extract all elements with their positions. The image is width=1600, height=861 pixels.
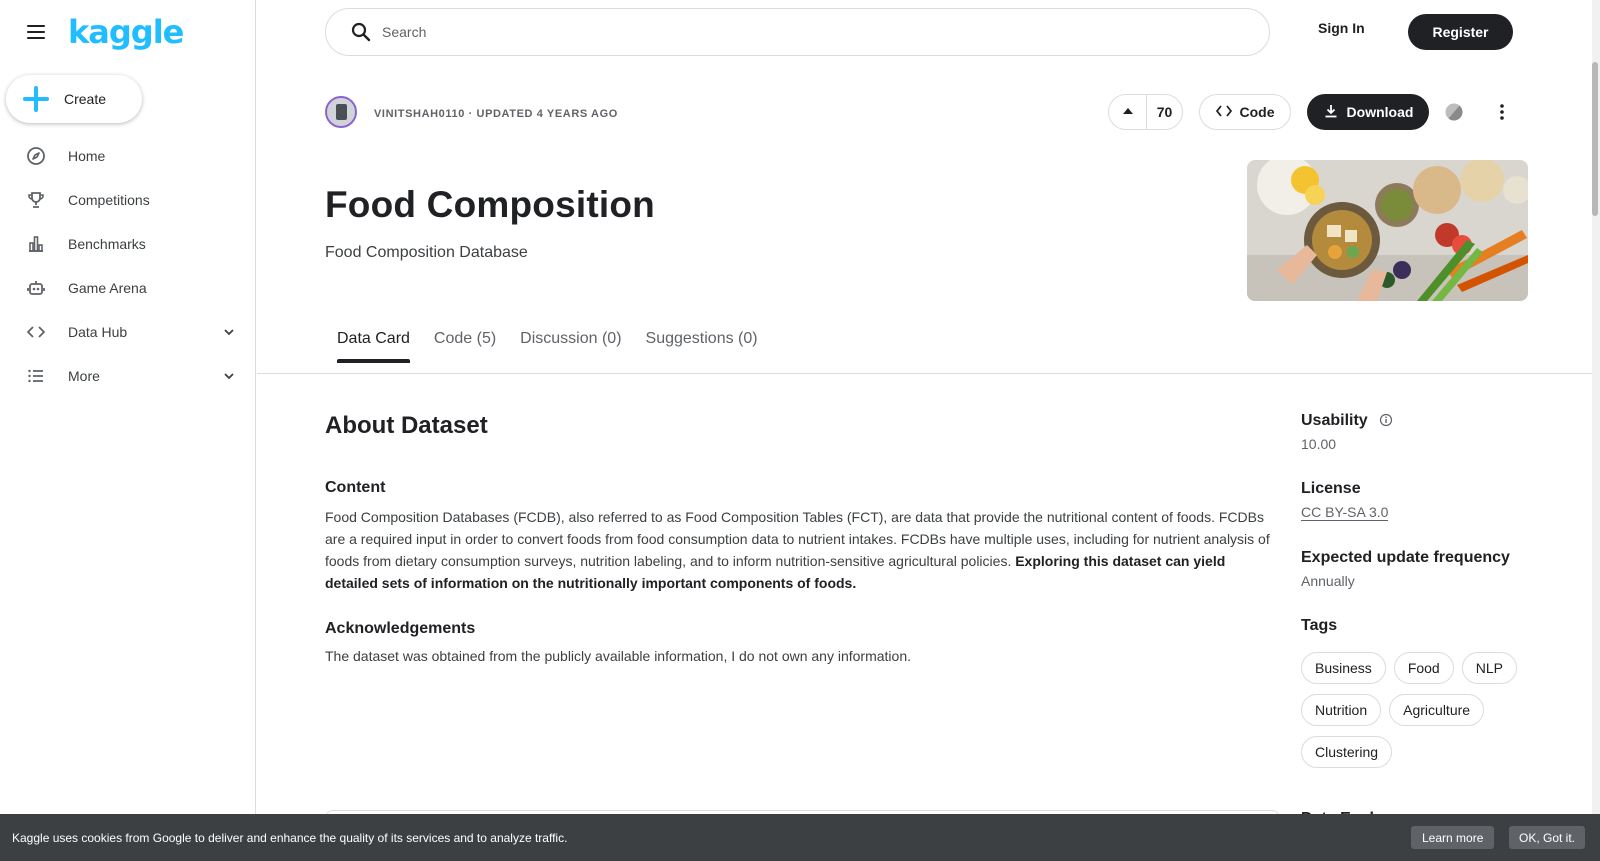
tab-bar <box>337 330 758 362</box>
sidebar-item-label: Competitions <box>68 192 150 208</box>
tag-list <box>1301 652 1541 768</box>
code-button-label: Code <box>1239 104 1275 120</box>
sidebar-item-benchmarks[interactable] <box>0 222 255 266</box>
acknowledgements-text: The dataset was obtained from the publicly available information, I do not own any information. <box>325 648 911 664</box>
tab-divider <box>257 373 1592 374</box>
info-icon[interactable] <box>1379 413 1393 427</box>
download-button[interactable] <box>1307 94 1429 130</box>
content-text: Food Composition Databases (FCDB), also referred to as Food Composition Tables (FCT), are data that provide the nutritional content of foods. FCDBs are a required input in order to convert foods from food consumption data to nutrient intakes. FCDBs have multiple uses, including for nutrient analysis of foods from dietary consumption surveys, nutrition labeling, and to inform nutrition-sensitive agricultural policies. <box>325 509 1270 569</box>
usability-label: Usability <box>1301 412 1368 429</box>
update-frequency-label: Expected update frequency <box>1301 549 1510 566</box>
sidebar-item-home[interactable] <box>0 134 255 178</box>
avatar[interactable] <box>325 96 357 128</box>
chevron-down-icon[interactable] <box>221 368 237 384</box>
page-title: Food Composition <box>325 184 655 225</box>
sidebar-item-label: Game Arena <box>68 280 147 296</box>
search-icon <box>350 21 372 43</box>
sidebar-item-competitions[interactable] <box>0 178 255 222</box>
download-button-label: Download <box>1346 104 1414 120</box>
license-value <box>1301 504 1388 520</box>
tag-nlp[interactable]: NLP <box>1462 652 1517 684</box>
more-vertical-icon[interactable] <box>1492 102 1512 122</box>
upvote-count: 70 <box>1156 104 1173 120</box>
cookie-text: Kaggle uses cookies from Google to deliver and enhance the quality of its services and to analyze traffic. <box>12 830 568 845</box>
sidebar-nav <box>0 134 255 398</box>
scrollbar-thumb[interactable] <box>1592 62 1598 216</box>
create-button[interactable] <box>6 75 142 123</box>
robot-icon <box>26 278 46 298</box>
download-icon <box>1323 103 1339 122</box>
cookie-ok-button[interactable]: OK, Got it. <box>1509 826 1585 849</box>
upvote-widget <box>1108 94 1183 130</box>
content-heading: Content <box>325 479 386 496</box>
license-link[interactable]: CC BY-SA 3.0 <box>1301 504 1389 520</box>
theme-toggle-icon[interactable] <box>1444 102 1464 122</box>
tag-business[interactable]: Business <box>1301 652 1386 684</box>
content-paragraph <box>325 506 1275 594</box>
hamburger-menu-icon[interactable] <box>24 20 48 44</box>
caret-up-icon <box>1122 103 1134 121</box>
usability-value: 10.00 <box>1301 436 1337 452</box>
sidebar-item-game-arena[interactable] <box>0 266 255 310</box>
tags-label: Tags <box>1301 617 1338 634</box>
scrollbar[interactable] <box>1592 0 1600 861</box>
plus-icon <box>22 85 50 113</box>
update-frequency-value: Annually <box>1301 573 1355 589</box>
sidebar-item-label: Benchmarks <box>68 236 146 252</box>
code-brackets-icon <box>1216 103 1232 122</box>
bar-chart-icon <box>26 234 46 254</box>
dataset-meta: VINITSHAH0110 · UPDATED 4 YEARS AGO <box>374 108 618 120</box>
create-label: Create <box>64 91 107 107</box>
trophy-icon <box>26 190 46 210</box>
sidebar-item-more[interactable] <box>0 354 255 398</box>
search-input[interactable] <box>382 24 1182 40</box>
tag-clustering[interactable]: Clustering <box>1301 736 1392 768</box>
tag-agriculture[interactable]: Agriculture <box>1389 694 1484 726</box>
search-bar[interactable] <box>325 8 1270 56</box>
sign-in-button[interactable]: Sign In <box>1318 20 1365 36</box>
sidebar-item-label: Data Hub <box>68 324 128 340</box>
code-brackets-icon <box>26 322 46 342</box>
tag-food[interactable]: Food <box>1394 652 1454 684</box>
cookie-banner <box>0 814 1600 861</box>
kaggle-logo[interactable]: kaggle <box>68 13 184 51</box>
compass-icon <box>26 146 46 166</box>
content-bold-text: Exploring this dataset can yield detailed sets of information on the nutritionally important components of foods. <box>325 553 1226 591</box>
tab-suggestions[interactable]: Suggestions (0) <box>645 330 758 347</box>
sidebar-item-label: More <box>68 368 100 384</box>
about-dataset-heading: About Dataset <box>325 412 488 439</box>
page-subtitle: Food Composition Database <box>325 244 528 261</box>
tab-discussion[interactable]: Discussion (0) <box>520 330 622 347</box>
tag-nutrition[interactable]: Nutrition <box>1301 694 1381 726</box>
list-icon <box>26 366 46 386</box>
license-label: License <box>1301 480 1361 497</box>
code-button[interactable] <box>1199 94 1291 130</box>
sidebar-item-label: Home <box>68 148 106 164</box>
learn-more-button[interactable]: Learn more <box>1411 826 1494 849</box>
logo-row <box>24 14 183 50</box>
tab-code[interactable]: Code (5) <box>433 330 497 347</box>
sidebar-item-data-hub[interactable] <box>0 310 255 354</box>
upvote-button[interactable] <box>1109 95 1147 129</box>
sidebar <box>0 0 256 861</box>
chevron-down-icon[interactable] <box>221 324 237 340</box>
tab-data-card[interactable]: Data Card <box>337 330 410 362</box>
acknowledgements-heading: Acknowledgements <box>325 620 476 637</box>
dataset-cover-image <box>1247 160 1528 301</box>
register-button[interactable]: Register <box>1408 14 1513 50</box>
